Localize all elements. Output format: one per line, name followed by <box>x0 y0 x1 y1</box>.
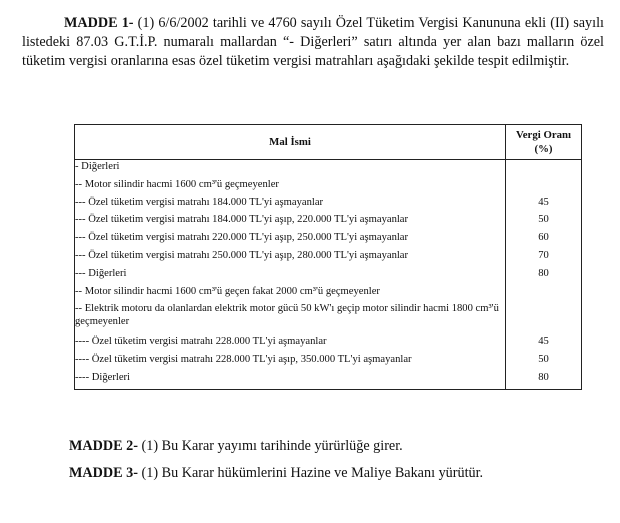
goods-row-rate <box>506 178 581 196</box>
goods-row-rate <box>506 302 581 335</box>
tax-rate-table <box>74 124 582 390</box>
goods-row-label: ---- Diğerleri <box>75 371 130 383</box>
goods-row-rate <box>506 160 581 178</box>
goods-row-label: --- Özel tüketim vergisi matrahı 184.000 TL'yi aşmayanlar <box>75 196 324 208</box>
header-tax-rate <box>506 125 582 160</box>
goods-row-rate: 80 <box>538 371 549 383</box>
table-header-row <box>75 125 582 160</box>
goods-row-label: --- Diğerleri <box>75 267 127 279</box>
goods-names-column <box>75 160 506 390</box>
table-body-row <box>75 160 582 390</box>
header-rate-line1: Vergi Oranı <box>515 129 572 141</box>
goods-row-label: ---- Özel tüketim vergisi matrahı 228.000 TL'yi aşıp, 350.000 TL'yi aşmayanlar <box>75 354 412 366</box>
article-2-paragraph <box>69 437 403 455</box>
goods-row-rate: 45 <box>538 196 549 208</box>
goods-row-label: --- Özel tüketim vergisi matrahı 250.000 TL'yi aşıp, 280.000 TL'yi aşmayanlar <box>75 249 409 261</box>
goods-row-label: -- Motor silindir hacmi 1600 cm³'ü geçmeyenler <box>75 178 279 190</box>
article-1-text: (1) 6/6/2002 tarihli ve 4760 sayılı Özel Tüketim Vergisi Kanununa ekli (II) sayılı listedeki 87.03 G.T.İ.P. numaralı mallardan “- Diğerleri” satırı altında yer alan bazı malların özel tüketim vergisi oranlarına esas özel tüketim vergisi matrahları aşağıdaki şekilde tespit edilmiştir. <box>22 15 604 69</box>
tax-rates-column <box>506 160 582 390</box>
header-rate-line2: (%) <box>534 143 553 155</box>
article-2-text: (1) Bu Karar yayımı tarihinde yürürlüğe girer. <box>137 438 403 454</box>
goods-row-rate <box>506 285 581 303</box>
article-1-paragraph <box>22 14 604 71</box>
goods-row-rate: 70 <box>538 249 549 261</box>
goods-row-label: ---- Özel tüketim vergisi matrahı 228.000 TL'yi aşmayanlar <box>75 336 327 348</box>
goods-row-rate: 60 <box>538 232 549 244</box>
goods-row-rate: 50 <box>538 214 549 226</box>
goods-row-rate: 50 <box>538 354 549 366</box>
article-3-text: (1) Bu Karar hükümlerini Hazine ve Maliye Bakanı yürütür. <box>137 465 484 481</box>
header-goods-name: Mal İsmi <box>75 125 506 160</box>
goods-row-label: --- Özel tüketim vergisi matrahı 220.000 TL'yi aşıp, 250.000 TL'yi aşmayanlar <box>75 232 409 244</box>
article-2-heading: MADDE 2- <box>69 438 138 454</box>
goods-row-rate: 45 <box>538 336 549 348</box>
goods-row-label: -- Elektrik motoru da olanlardan elektrik motor gücü 50 kW'ı geçip motor silindir hacmi 1800 cm³'ü geçmeyenler <box>75 303 499 328</box>
article-3-paragraph <box>69 464 483 482</box>
article-1-heading: MADDE 1- <box>64 15 134 31</box>
goods-row-label: --- Özel tüketim vergisi matrahı 184.000 TL'yi aşıp, 220.000 TL'yi aşmayanlar <box>75 214 409 226</box>
article-3-heading: MADDE 3- <box>69 465 138 481</box>
goods-row-label: -- Motor silindir hacmi 1600 cm³'ü geçen fakat 2000 cm³'ü geçmeyenler <box>75 285 380 297</box>
goods-row-label: - Diğerleri <box>75 161 120 172</box>
goods-row-rate: 80 <box>538 267 549 279</box>
